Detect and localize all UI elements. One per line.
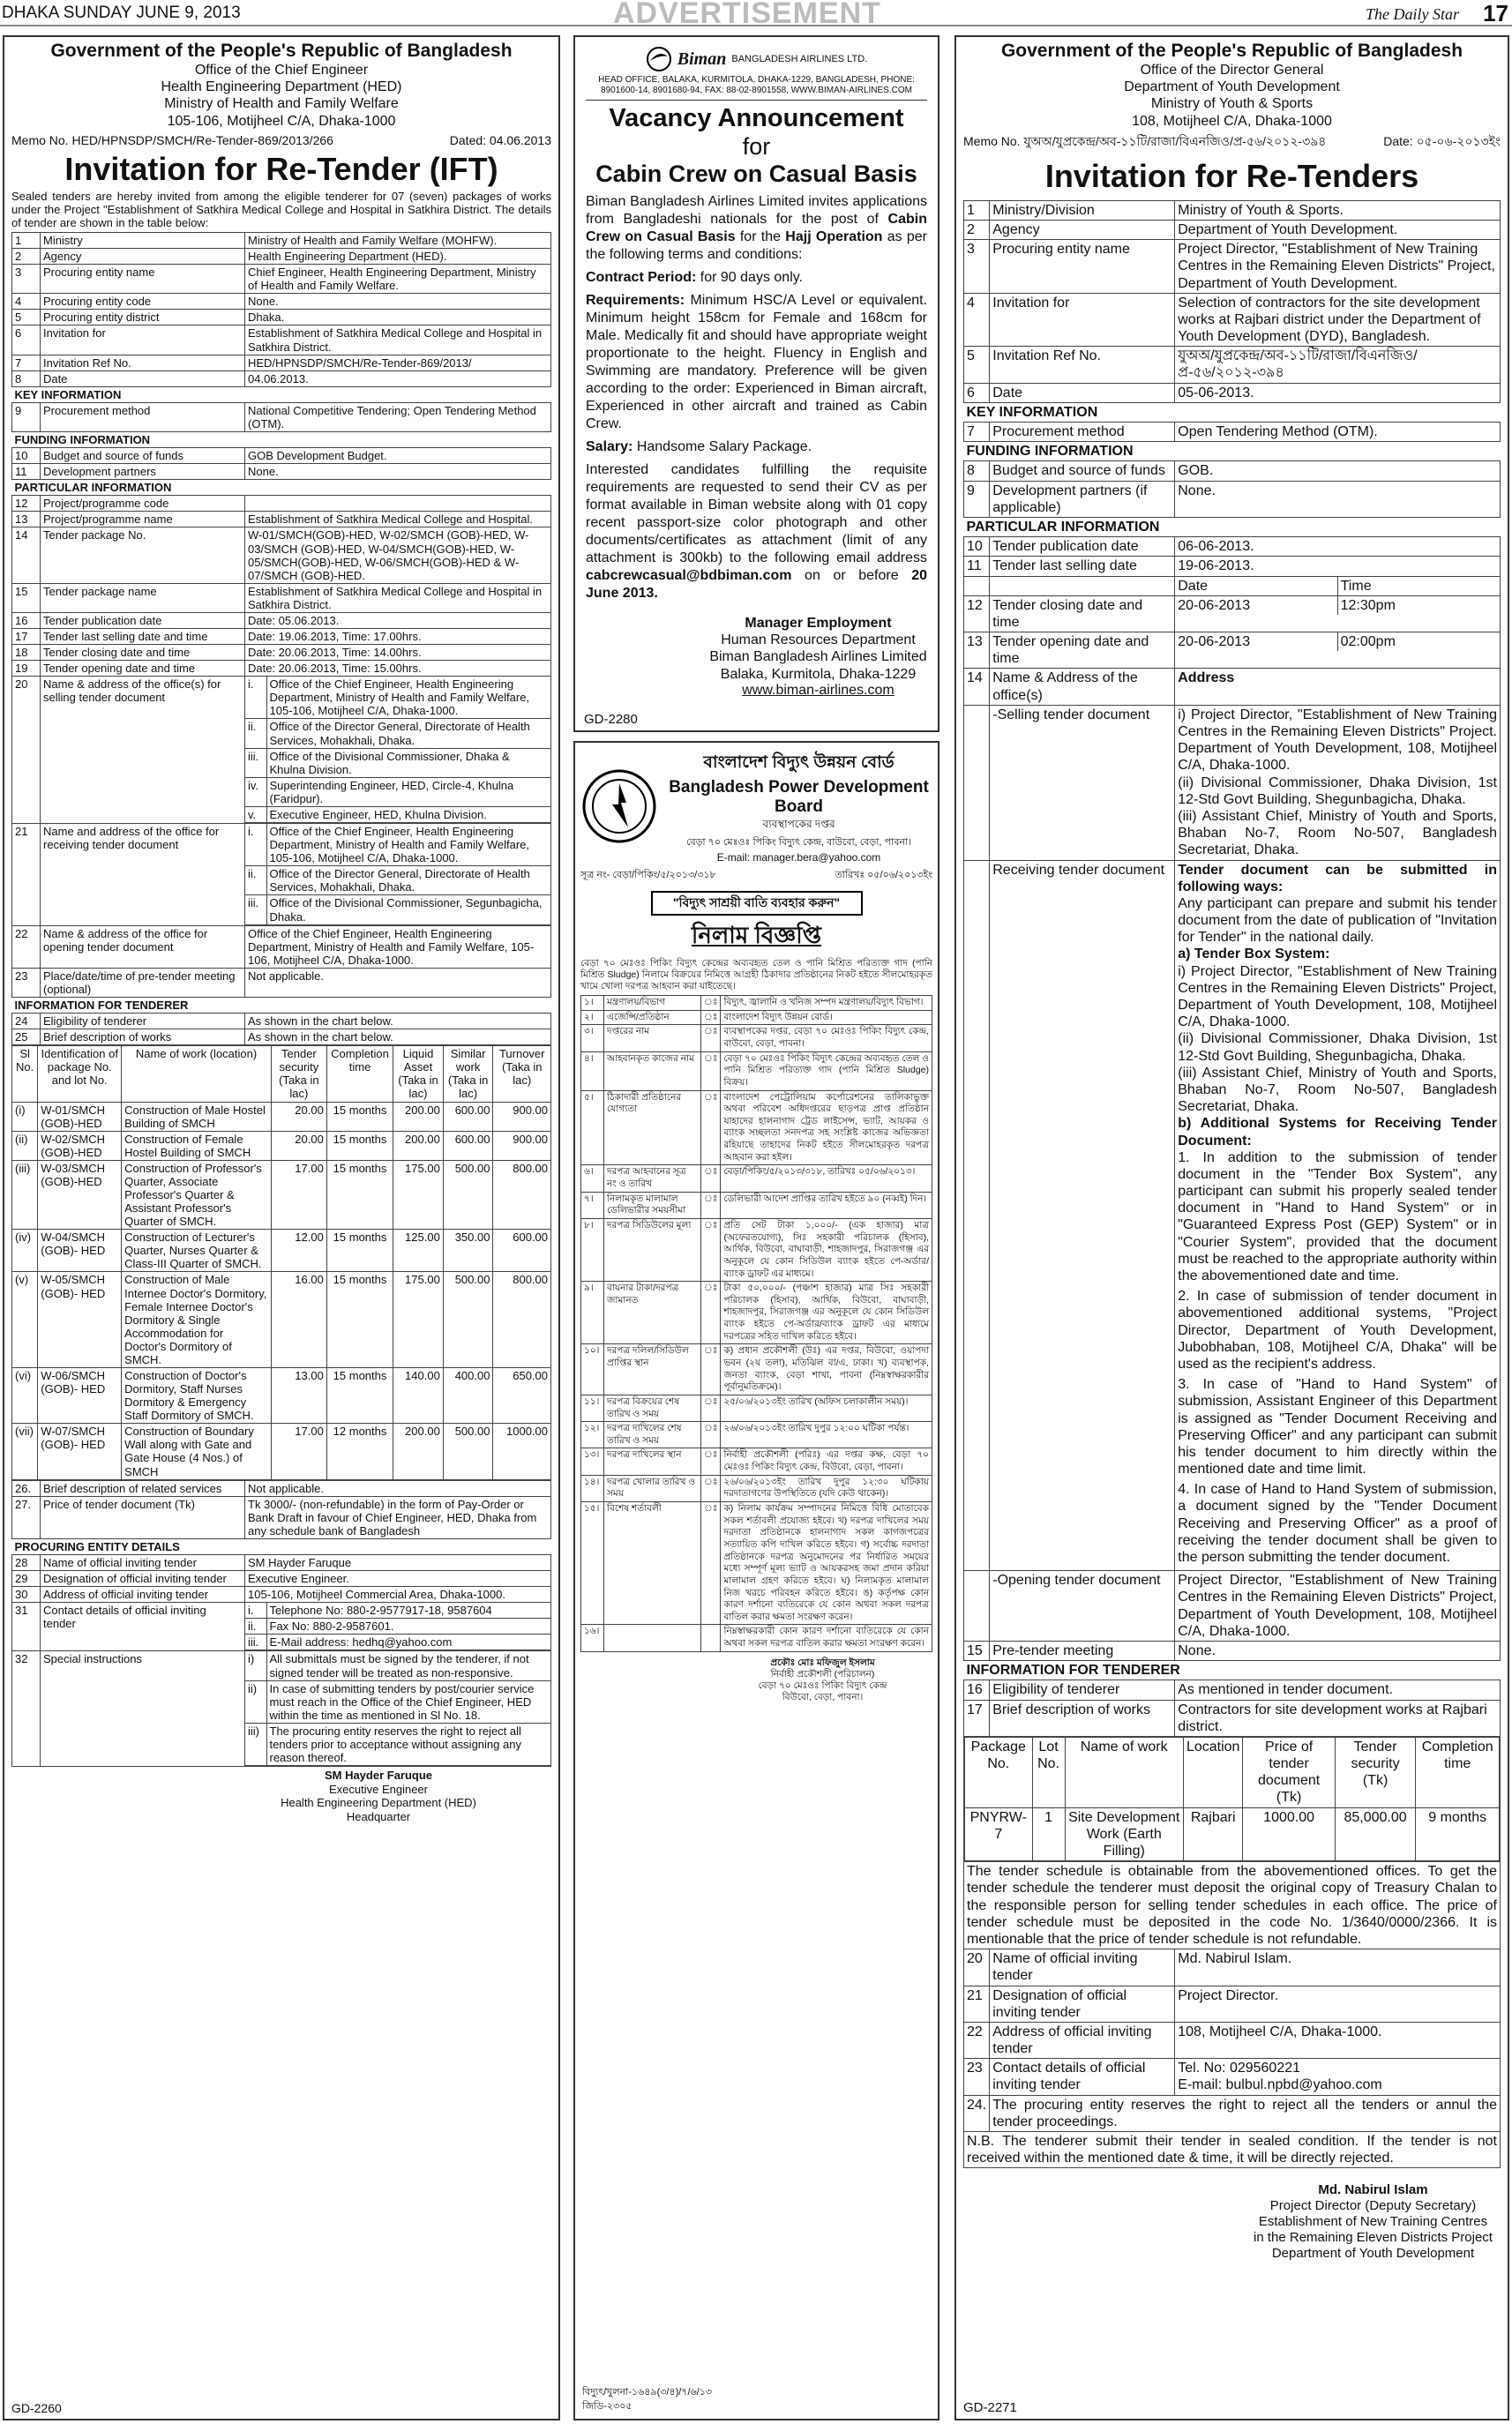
intro-text: Sealed tenders are hereby invited from among the eligible tenderer for 07 (seven) packages of works under the Project "Establishment of Satkhira Medical College and Hospital in Satkhira District. The details of tender are shown in the table below: [11, 189, 551, 229]
table-row: 20 Name of official inviting tender Md. Nabirul Islam. [964, 1949, 1501, 1986]
office-block [963, 62, 1501, 130]
bpdb-table [580, 995, 932, 1652]
section-heading: FUNDING INFORMATION [964, 442, 1501, 461]
bpdb-foot-ref: বিদ্যুৎ/খুলনা-১৬৪৯(৩/৪)/৭/৬/১৩ [582, 2387, 713, 2398]
table-row: ১৬। নিম্নস্বাক্ষরকারী কোন কারণ দর্শানো ব্যতিরেকে যে কোন অথবা সকল দরপত্র বাতিল করার ক্ষমতা সংরক্ষণ করেন। [581, 1625, 932, 1651]
masthead: The Daily Star [1366, 5, 1459, 23]
package-row: (v) W-05/SMCH (GOB)- HED Construction of Male Internee Doctor's Dormitory, Female Internee Doctor's Dormitory & Single Accommodation for Doctor's Dormitory of SMCH. 16.00 15 months 175.00 500.00 800.00 [12, 1272, 551, 1368]
table-row: 23 Contact details of official inviting tender Tel. No: 029560221 E-mail: bulbul.npbd@yahoo.com [964, 2059, 1501, 2095]
bpdb-ref: সূত্র নং- বেড়া/পিকিং/৫/২০১৩/৩১৮ [580, 869, 716, 880]
table-row: Date Time [964, 576, 1501, 595]
table-row: 12 Project/programme code [12, 496, 551, 512]
table-row: 30 Address of official inviting tender 105-106, Motijheel Commercial Area, Dhaka-1000. [12, 1587, 551, 1603]
table-row: 11 Tender last selling date 19-06-2013. [964, 557, 1501, 576]
table-row: 3 Procuring entity name Chief Engineer, Health Engineering Department, Ministry of Health and Family Welfare. [12, 265, 551, 294]
bpdb-signature: প্রকৌঃ মোঃ মফিজুল ইসলাম নির্বাহী প্রকৌশলী (পরিচালন) বেড়া ৭০ মেঃওঃ পিকিং বিদ্যুৎ কেন্দ্র বিউবো, বেড়া, পাবনা। [758, 1657, 887, 1703]
ad-title: Invitation for Re-Tender (IFT) [64, 150, 498, 187]
gov-title: Government of the People's Republic of Bangladesh [50, 41, 513, 61]
memo-no: Memo No. HED/HPNSDP/SMCH/Re-Tender-869/2013/266 [11, 132, 333, 147]
bpdb-gd: জিডি-২৩০৫ [582, 2401, 632, 2412]
gov-title: Government of the People's Republic of Bangladesh [1000, 41, 1463, 61]
table-row: 19 Tender opening date and time Date: 20.06.2013, Time: 15.00hrs. [12, 661, 551, 677]
section-heading: KEY INFORMATION [964, 402, 1501, 422]
table-row: 13 Project/programme name Establishment of Satkhira Medical College and Hospital. [12, 512, 551, 527]
table-row: 32 Special instructions i) All submittals must be signed by the tenderer, if not signed tender will be treated as non-responsive. ii) In case of submitting tenders by post/courier service must reach in the Office of the Chief Engineer, HED within the time as mentioned in Sl No. 18. iii) The procuring entity reserves the right to reject all tenders prior to acceptance without assigning any reason thereof. [12, 1651, 551, 1767]
table-row: 1 Ministry Ministry of Health and Family Welfare (MOHFW). [12, 232, 551, 248]
gd-number: GD-2260 [11, 2401, 62, 2415]
text-line: 108, Motijheel C/A, Dhaka-1000 [1132, 113, 1332, 129]
biman-address: HEAD OFFICE, BALAKA, KURMITOLA, DHAKA-1229, BANGLADESH, PHONE: 8901600-14, 8901680-94, FAX: 88-02-8901558, WWW.BIMAN-AIRLINES.COM [586, 75, 927, 101]
table-row: ১৪। দরপত্র খোলার তারিখ ও সময় ঃ ২৬/০৬/২০১৩ইং তারিখ দুপুর ১২:৩০ ঘটিকায় দরদাতাগণের উপস্থিতিতে (যদি কেউ থাকেন)। [581, 1475, 932, 1501]
table-row: 14 Tender package No. W-01/SMCH(GOB)-HED, W-02/SMCH (GOB)-HED, W-03/SMCH (GOB)-HED, W-04/SMCH(GOB)-HED, W-05/SMCH(GOB)-HED, W-06/SMCH(GOB)-HED & W-07/SMCH (GOB)-HED. [12, 527, 551, 583]
table-row: 15 Pre-tender meeting None. [964, 1641, 1501, 1660]
gd-number: GD-2271 [963, 2400, 1017, 2415]
table-row: 7 Procurement method Open Tendering Method (OTM). [964, 423, 1501, 442]
tender-table-2 [11, 1480, 551, 1767]
bpdb-header [580, 750, 932, 864]
package-row: (ii) W-02/SMCH (GOB)-HED Construction of Female Hostel Building of SMCH 20.00 15 months 200.00 600.00 900.00 [12, 1131, 551, 1160]
table-row: 25 Brief description of works As shown in the chart below. [12, 1029, 551, 1045]
table-row: 27. Price of tender document (Tk) Tk 3000/- (non-refundable) in the form of Pay-Order or Bank Draft in favour of Chief Engineer, HED, Dhaka from any schedule bank of Bangladesh [12, 1496, 551, 1538]
nb-row: N.B. The tenderer submit their tender in sealed condition. If the tender is not received within the mentioned date & time, it will be directly rejected. [964, 2132, 1501, 2168]
table-row: 7 Invitation Ref No. HED/HPNSDP/SMCH/Re-Tender-869/2013/ [12, 355, 551, 370]
biman-signature: Manager Employment Human Resources Department Biman Bangladesh Airlines Limited Balaka, Kurmitola, Dhaka-1229 [709, 616, 927, 682]
youth-package-table: Package No. Lot No. Name of work Location Price of tender document (Tk) Tender security (Tk) Completion time PNYRW-7 1 Site Development Work (Earth Filling) Rajbari 1000.00 85,000.00 9 months [964, 1737, 1500, 1861]
receiving-row: Receiving tender document Tender document can be submitted in following ways: Any participant can prepare and submit his tender document from the date of publication of "Invitation for Tender" in the national daily. a) Tender Box System: i) Project Director, "Establishment of New Training Centres in the Remaining Eleven Districts" Project, Department of Youth Development, 108, Motijheel C/A, Dhaka-1000. (ii) Divisional Commissioner, Dhaka Division, 1st 12-Std Govt Building, Shegunbagicha, Dhaka. (iii) Assistant Chief, Ministry of Youth and Sports, Bhaban No-7, Room No-507, Bangladesh Secretariat, Dhaka. b) Additional Systems for Receiving Tender Document: 1. In addition to the submission of tender document in the "Tender Box System", any participant can submit his properly sealed tender document in "Hand to Hand System" or in "Guaranteed Express Post (GEP) System" or in "Courier System", provided that the document must be reached to the appropriate authority within the abovementioned date and time. 2. In case of submission of tender document in abovementioned additional systems, "Project Director, Department of Youth Development, Jubobhaban, 108, Motijheel C/A, Dhaka" will be used as the recipient's address. 3. In case of "Hand to Hand System" of submission, Assistant Engineer of this Department is assigned as "Tender Document Receiving and Preserving Officer" and any participant can submit his tender document to him directly within the mentioned date and time limit. 4. In case of Hand to Hand System of submission, a document signed by the "Tender Document Receiving and Preserving Officer" as a proof of receiving the tender document shall be given to the person submitting the tender document. [964, 860, 1501, 1571]
bpdb-address: বেড়া ৭০ মেঃওঃ পিকিং বিদ্যুৎ কেন্দ্র, বাউবো, বেড়া, পাবনা। [685, 836, 912, 848]
table-row: 24. The procuring entity reserves the right to reject all the tenders or annul the tender proceedings. [964, 2095, 1501, 2131]
table-row: 11 Development partners None. [12, 464, 551, 480]
biman-brand: Biman [677, 49, 727, 69]
bpdb-email: E-mail: manager.bera@yahoo.com [716, 850, 881, 864]
memo-date: Date: ০৫-০৬-২০১৩ইং [1383, 133, 1501, 148]
signature-block: Md. Nabirul Islam Project Director (Deputy Secretary) Establishment of New Training Centres in the Remaining Eleven Districts Project Department of Youth Development [1254, 2182, 1493, 2262]
bpdb-title: নিলাম বিজ্ঞপ্তি [691, 921, 822, 948]
table-row: 8 Date 04.06.2013. [12, 370, 551, 386]
table-row: 17 Tender last selling date and time Date: 19.06.2013, Time: 17.00hrs. [12, 629, 551, 645]
text-line: 105-106, Motijheel C/A, Dhaka-1000 [167, 113, 396, 129]
bpdb-intro: বেড়া ৭০ মেঃওঃ পিকিং বিদ্যুৎ কেন্দ্রের অব্যবহৃত তেল ও পানি মিশ্রিত পরিত্যক্ত গাদ (পানি মিশ্রিত Sludge) নিলামে বিক্রয়ের নিমিত্তে আগ্রহী ঠিকাদার প্রতিষ্ঠানের নিকট হইতে সীলমোহরকৃত খামে খোলা দরপত্র আহবান করা যাইতেছে। [580, 957, 932, 991]
table-row: 13 Tender opening date and time 20-06-2013 02:00pm [964, 632, 1501, 669]
table-row: 22 Address of official inviting tender 108, Motijheel C/A, Dhaka-1000. [964, 2022, 1501, 2058]
package-table [11, 1045, 551, 1479]
memo-line [11, 133, 551, 147]
section-heading: PARTICULAR INFORMATION [12, 480, 551, 496]
table-row: 15 Tender package name Establishment of Satkhira Medical College and Hospital in Satkhira District. [12, 583, 551, 612]
section-heading: INFORMATION FOR TENDERER [12, 997, 551, 1013]
table-row: 28 Name of official inviting tender SM Hayder Faruque [12, 1555, 551, 1571]
bpdb-auction-ad [573, 741, 939, 2420]
memo-line [963, 131, 1501, 153]
table-row: 17 Brief description of works Contractors for site development works at Rajbari district. [964, 1700, 1501, 1736]
biman-logo-icon [646, 46, 672, 72]
vacancy-title: Vacancy Announcement [609, 104, 904, 132]
table-row: 8 Budget and source of funds GOB. [964, 461, 1501, 481]
table-row: ২। এজেন্সি/প্রতিষ্ঠান ঃ বাংলাদেশ বিদ্যুৎ উন্নয়ন বোর্ড। [581, 1010, 932, 1025]
text-line: Ministry of Youth & Sports [1150, 96, 1314, 112]
table-row: 26. Brief description of related services Not applicable. [12, 1480, 551, 1496]
table-row: 24 Eligibility of tenderer As shown in the chart below. [12, 1014, 551, 1029]
table-row: 4 Procuring entity code None. [12, 294, 551, 310]
section-heading: PROCURING ENTITY DETAILS [12, 1538, 551, 1554]
table-row: 22 Name & address of the office for opening tender document Office of the Chief Engineer, Health Engineering Department, Ministry of Health and Family Welfare, 105-106, Motijheel C/A, Dhaka-1000. [12, 925, 551, 968]
text-line: Department of Youth Development [1124, 79, 1340, 95]
memo-date: Dated: 04.06.2013 [449, 132, 551, 147]
table-row: ৯। বায়নার টাকা/দরপত্র জামানত ঃ টাকা ৫০,০০০/- (পঞ্চাশ হাজার) মাত্র সিঃ সহকারী পরিচালক (হিসাব), আর্থিক, বিউবো, বাঘাবাড়ী, শাহজাদপুর, সিরাজগঞ্জ এর অনুকূলে যে কোন সিডিউল ব্যাংক হইতে পে-অর্ডার/ব্যাংক ড্রাফট এর মাধ্যমে দরপত্রের সহিত দাখিল করিতে হইবে। [581, 1282, 932, 1344]
table-row: 31 Contact details of official inviting tender i. Telephone No: 880-2-9577917-18, 9587604 ii. Fax No: 880-2-9587601. iii. E-Mail address: hedhq@yahoo.com [12, 1603, 551, 1651]
bpdb-logo-icon [580, 767, 658, 845]
tender-table [11, 232, 551, 1045]
ad-title: Invitation for Re-Tenders [1044, 157, 1419, 194]
section-heading: INFORMATION FOR TENDERER [964, 1661, 1501, 1680]
signature-block: SM Hayder Faruque Executive Engineer Health Engineering Department (HED) Headquarter [281, 1769, 476, 1823]
package-row: (vii) W-07/SMCH (GOB)- HED Construction of Boundary Wall along with Gate and Gate House (4 Nos.) of SMCH 17.00 12 months 200.00 500.00 1000.00 [12, 1424, 551, 1479]
table-row: 2 Agency Health Engineering Department (HED). [12, 249, 551, 265]
opening-row: -Opening tender document Project Director, "Establishment of New Training Centres in the Remaining Eleven Districts" Project, Department of Youth Development, 108, Motijheel C/A, Dhaka-1000. [964, 1571, 1501, 1642]
table-row: 16 Eligibility of tenderer As mentioned in tender document. [964, 1680, 1501, 1700]
package-row: (i) W-01/SMCH (GOB)-HED Construction of Male Hostel Building of SMCH 20.00 15 months 200.00 600.00 900.00 [12, 1102, 551, 1131]
vacancy-body: Biman Bangladesh Airlines Limited invites applications from Bangladeshi nationals for the post of Cabin Crew on Casual Basis for the Hajj Operation as per the following terms and conditions: Contract Period: for 90 days only. Requirements: Minimum HSC/A Level or equivalent. Minimum height 158cm for Female and 168cm for Male. Medically fit and should have appropriate weight proportionate to the height. Fluency in English and Swimming are mandatory. Preference will be given according to the order: Experienced in Biman aircraft, Experienced in other aircraft and trained as Cabin Crew. Salary: Handsome Salary Package. Interested candidates fulfilling the requisite requirements are requested to send their CV as per format available in Biman website along with 01 copy recent passport-size color photograph and other documents/certificates as attachment (limit of any attachment is 300kb) to the following email address cabcrewcasual@bdbiman.com on or before 20 June 2013. [586, 194, 928, 601]
table-row: 6 Date 05-06-2013. [964, 383, 1501, 402]
table-row: ১। মন্ত্রণালয়/বিভাগ ঃ বিদ্যুৎ, জ্বালানি ও খনিজ সম্পদ মন্ত্রণালয়/বিদ্যুৎ বিভাগ। [581, 996, 932, 1011]
selling-row: -Selling tender document i) Project Director, "Establishment of New Training Centres in the Remaining Eleven Districts" Project. Department of Youth Development, 108, Motijheel C/A, Dhaka-1000. (ii) Divisional Commissioner, Dhaka Division, 1st 12-Std Govt Building, Shegunbagicha, Dhaka. (iii) Assistant Chief, Ministry of Youth and Sports, Bhaban No-7, Room No-507, Bangladesh Secretariat, Dhaka. [964, 705, 1501, 860]
office-block [11, 62, 551, 130]
hed-tender-ad [3, 35, 560, 2420]
table-row: ৬। দরপত্র আহবানের সূত্র নং ও তারিখ ঃ বেড়া/পিকিং/৫/২০১৩/৩১৮, তারিখঃ ০৫/০৬/২০১৩। [581, 1165, 932, 1192]
table-row: ১০। দরপত্র দলিল/সিডিউল প্রাপ্তির স্থান ঃ ক) প্রধান প্রকৌশলী (উঃ) এর দপ্তর, বিউবো, ওয়াপদা ভবন (২য় তলা), মতিঝিল বা/এ, ঢাকা। খ) ব্যবস্থাপক, জনতা ব্যাংক, বেড়া শাখা, পাবনা (নিম্নস্বাক্ষরকারীর পূর্বানুমতিক্রমে)। [581, 1344, 932, 1395]
package-row: (iv) W-04/SMCH (GOB)- HED Construction of Lecturer's Quarter, Nurses Quarter & Class-III Quarter of SMCH. 12.00 15 months 125.00 350.00 600.00 [12, 1230, 551, 1272]
table-row: 4 Invitation for Selection of contractors for the site development works at Rajbari district under the Department of Youth Development (DYD), Bangladesh. [964, 293, 1501, 347]
vacancy-for: for [742, 133, 771, 160]
table-row: ১৫। বিশেষ শর্তাবলী ঃ ক) নিলাম কার্যক্রম সম্পাদনের নিমিত্তে বিধি মোতাবেক সকল শর্তাবলী প্রযোজ্য হইবে। খ) দরপত্র দাখিলের সময় দরদাতা প্রতিষ্ঠানকে হালনাগাদ সকল কাগজপত্রের সত্যায়িত কপি দাখিল করিতে হইবে। গ) সর্বোচ্চ দরদাতা প্রতিষ্ঠানকে দরপত্র অনুমোদনের পর নির্ধারিত সময়ের মধ্যে সম্পূর্ণ মূল্য ভ্যাট ও আয়করসহ জমা প্রদান করিয়া মালামাল গ্রহণ করিতে হইবে। ঘ) নিলামকৃত মালামাল নিজ খরচে পরিবহন করিতে হইবে। ঙ) কর্তৃপক্ষ কোন কারণ দর্শানো ব্যতিরেকে যে কোন অথবা সকল দরপত্র বাতিল করার ক্ষমতা সংরক্ষণ করেন। [581, 1502, 932, 1625]
package-row: (iii) W-03/SMCH (GOB)-HED Construction of Professor's Quarter, Associate Professor's Quarter & Assistant Professor's Quarter of SMCH. 17.00 15 months 175.00 500.00 800.00 [12, 1160, 551, 1229]
table-row: 18 Tender closing date and time Date: 20.06.2013, Time: 14.00hrs. [12, 645, 551, 661]
table-row: 20 Name & address of the office(s) for selling tender document i. Office of the Chief Engineer, Health Engineering Department, Ministry of Health and Family Welfare, 105-106, Motijheel C/A, Dhaka-1000. ii. Office of the Director General, Directorate of Health Services, Mohakhali, Dhaka. iii. Office of the Divisional Commissioner, Dhaka & Khulna Division. iv. Superintending Engineer, HED, Circle-4, Khulna (Faridpur). v. Executive Engineer, HED, Khulna Division. [12, 677, 551, 824]
package-row: (vi) W-06/SMCH (GOB)- HED Construction of Doctor's Dormitory, Staff Nurses Dormitory & Emergency Staff Dormitory of SMCH. 13.00 15 months 140.00 400.00 650.00 [12, 1368, 551, 1424]
table-header: Sl No. Identification of package No. and lot No. Name of work (location) Tender security (Taka in lac) Completion time Liquid Asset (Taka in lac) Similar work (Taka in lac) Turnover (Taka in lac) [12, 1046, 551, 1102]
table-row: ৮। দরপত্র সিডিউলের মূল্য ঃ প্রতি সেট টাকা ১,০০০/- (এক হাজার) মাত্র (অফেরতযোগ্য), সিঃ সহকারী পরিচালক (হিসাব), আর্থিক, বিউবো, বাঘাবাড়ী, শাহজাদপুর, সিরাজগঞ্জ এর অনুকূলে যে কোন সিডিউল ব্যাংক হইতে পে-অর্ডার/ব্যাংক ড্রাফট এর মাধ্যমে। [581, 1218, 932, 1281]
table-row: 21 Designation of official inviting tender Project Director. [964, 1986, 1501, 2022]
bpdb-date: তারিখঃ ০৫/০৬/২০১৩ইং [835, 869, 932, 880]
biman-web-link[interactable]: www.biman-airlines.com [742, 682, 894, 698]
memo-no: Memo No. যুঅঅ/যুপ্রকেন্দ্র/অব-১১টি/রাজা/বিএনজিও/প্র-৫৬/২০১২-৩৯৪ [963, 133, 1327, 148]
bpdb-bn-name: বাংলাদেশ বিদ্যুৎ উন্নয়ন বোর্ড [703, 753, 894, 772]
page-number: 17 [1483, 0, 1508, 26]
dateline: DHAKA SUNDAY JUNE 9, 2013 [2, 4, 241, 22]
table-row: ৫। ঠিকাদারী প্রতিষ্ঠানের যোগ্যতা ঃ বাংলাদেশ পেট্রোলিয়াম কর্পোরেশনের তালিকাভুক্ত অথবা পরিবেশ অধিদপ্তরের ছাড়পত্র প্রাপ্ত প্রতিষ্ঠান যাহাদের হালনাগাদ ট্রেড লাইসেন্স, ভ্যাট, আয়কর ও ব্যাংক সচ্ছলতা সনদপত্র সহ সংশ্লিষ্ট কাজের অভিজ্ঞতা রহিয়াছে তাহাদের নিকট হইতে সীলমোহরকৃত দরপত্র আহবান করা হইল। [581, 1090, 932, 1165]
bpdb-ref-line [580, 867, 932, 884]
text-line: Office of the Chief Engineer [194, 63, 369, 78]
table-row: ১৩। দরপত্র দাখিলের স্থান ঃ নির্বাহী প্রকৌশলী (পরিঃ) এর দপ্তর কক্ষ, বেড়া ৭০ মেঃওঃ পিকিং বিদ্যুৎ কেন্দ্র, বিউবো, বেড়া, পাবনা। [581, 1448, 932, 1475]
table-row: 6 Invitation for Establishment of Satkhira Medical College and Hospital in Satkhira District. [12, 325, 551, 355]
text-line: Health Engineering Department (HED) [161, 79, 402, 95]
table-row: 16 Tender publication date Date: 05.06.2013. [12, 612, 551, 628]
table-row: 9 Development partners (if applicable) None. [964, 481, 1501, 517]
table-row: 10 Tender publication date 06-06-2013. [964, 537, 1501, 557]
table-row: ৭। নিলামকৃত মালামাল ডেলিভারীর সময়সীমা ঃ ডেলিভারী আদেশ প্রাপ্তির তারিখ হইতে ৯০ (নব্বই) দিন। [581, 1192, 932, 1218]
section-heading: FUNDING INFORMATION [12, 432, 551, 448]
table-row: ৪। আহবানকৃত কাজের নাম ঃ বেড়া ৭০ মেঃওঃ পিকিং বিদ্যুৎ কেন্দ্রের অব্যবহৃত তেল ও পানি মিশ্রিত পরিত্যক্ত গাদ (পানি মিশ্রিত Sludge) বিক্রয়। [581, 1051, 932, 1090]
section-heading: KEY INFORMATION [12, 386, 551, 402]
table-row: 1 Ministry/Division Ministry of Youth & Sports. [964, 200, 1501, 220]
table-row: 12 Tender closing date and time 20-06-2013 12:30pm [964, 595, 1501, 632]
table-row: 29 Designation of official inviting tender Executive Engineer. [12, 1571, 551, 1587]
bpdb-slogan: "বিদ্যুৎ সাশ্রয়ী বাতি ব্যবহার করুন" [651, 891, 863, 916]
table-row: 2 Agency Department of Youth Development. [964, 220, 1501, 239]
text-line: Ministry of Health and Family Welfare [164, 96, 399, 112]
table-row: 5 Procuring entity district Dhaka. [12, 310, 551, 325]
text-line: Office of the Director General [1140, 63, 1324, 78]
table-row: 5 Invitation Ref No. যুঅঅ/যুপ্রকেন্দ্র/অব-১১টি/রাজা/বিএনজিও/প্র-৫৬/২০১২-৩৯৪ [964, 347, 1501, 383]
vacancy-subtitle: Cabin Crew on Casual Basis [595, 161, 917, 187]
note-row: The tender schedule is obtainable from the abovementioned offices. To get the tender schedule the tenderer must deposit the original copy of Treasury Chalan to the responsible person for selling tender schedules in each office. The price of tender schedule must be deposited in the code No. 1/3640/0000/2366. It is mentionable that the price of tender schedule is not refundable. [964, 1862, 1501, 1949]
biman-vacancy-ad [573, 35, 939, 732]
biman-logo-row [586, 46, 927, 72]
table-row: ১১। দরপত্র বিক্রয়ের শেষ তারিখ ও সময় ঃ ২৫/০৬/২০১৩ইং তারিখ (অফিস চলাকালীন সময়)। [581, 1395, 932, 1421]
table-row: 23 Place/date/time of pre-tender meeting (optional) Not applicable. [12, 968, 551, 997]
table-row: ১২। দরপত্র দাখিলের শেষ তারিখ ও সময় ঃ ২৬/০৬/২০১৩ইং তারিখ দুপুর ১২:০০ ঘটিকা পর্যন্ত। [581, 1422, 932, 1448]
table-row: 3 Procuring entity name Project Director, "Establishment of New Training Centres in the Remaining Eleven Districts" Project, Department of Youth Development. [964, 240, 1501, 294]
bpdb-office: ব্যবস্থাপকের দপ্তর [762, 817, 835, 830]
table-row: 14 Name & Address of the office(s) Address [964, 669, 1501, 705]
bpdb-en-name: Bangladesh Power Development Board [669, 778, 929, 816]
table-row: 21 Name and address of the office for receiving tender document i. Office of the Chief Engineer, Health Engineering Department, Ministry of Health and Family Welfare, 105-106, Motijheel C/A, Dhaka-1000. ii. Office of the Director General, Directorate of Health Services, Mohakhali, Dhaka. iii. Office of the Divisional Commissioner, Segunbagicha, Dhaka. [12, 824, 551, 926]
gd-number: GD-2280 [584, 712, 638, 727]
table-row: 9 Procurement method National Competitive Tendering; Open Tendering Method (OTM). [12, 402, 551, 431]
youth-tender-ad [954, 35, 1509, 2420]
package-row: PNYRW-7 1 Site Development Work (Earth Filling) Rajbari 1000.00 85,000.00 9 months [965, 1807, 1500, 1861]
table-row: ৩। দপ্তরের নাম ঃ ব্যবস্থাপকের দপ্তর, বেড়া ৭০ মেঃওঃ পিকিং বিদ্যুৎ কেন্দ্র, বাউবো, বেড়া, পাবনা। [581, 1025, 932, 1051]
youth-table [963, 200, 1501, 2169]
section-heading: PARTICULAR INFORMATION [964, 517, 1501, 536]
biman-brand-sub: BANGLADESH AIRLINES LTD. [731, 54, 868, 64]
newspaper-header [0, 0, 1512, 30]
section-title: ADVERTISEMENT [613, 0, 881, 30]
table-row: 10 Budget and source of funds GOB Development Budget. [12, 448, 551, 464]
